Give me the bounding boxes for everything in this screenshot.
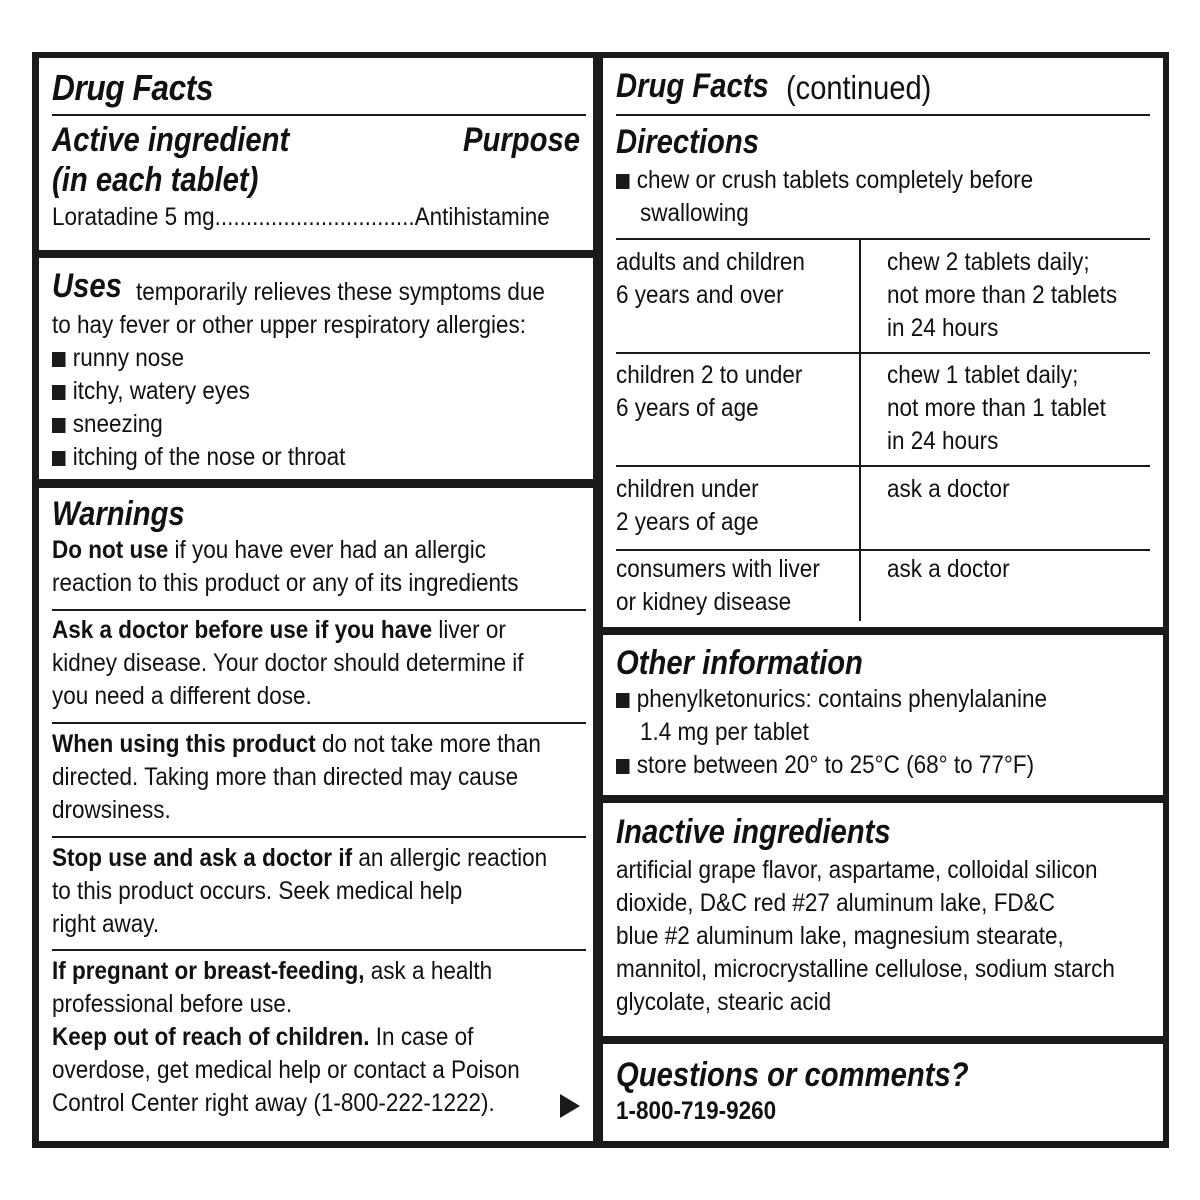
warnings-panel (39, 488, 593, 1141)
drug-facts-label (32, 52, 1169, 1148)
table-cell-dose: in 24 hours (887, 427, 999, 455)
other-information-heading: Other information (616, 644, 863, 682)
uses-panel (39, 258, 593, 479)
warning-text: right away. (52, 910, 160, 938)
other-info-line: store between 20° to 25°C (68° to 77°F) (616, 749, 1034, 782)
warning-ask-doctor: Ask a doctor before use if you have liver or (52, 616, 506, 644)
other-info-line: 1.4 mg per tablet (640, 718, 809, 746)
active-ingredient-heading: Active ingredient (52, 121, 290, 159)
warning-pregnant: If pregnant or breast-feeding, ask a health (52, 957, 493, 985)
warning-do-not-use: Do not use if you have ever had an allergic (52, 536, 486, 564)
questions-panel (603, 1044, 1163, 1141)
uses-item: runny nose (52, 342, 184, 375)
table-cell-age: adults and children (616, 248, 805, 276)
questions-heading: Questions or comments? (616, 1056, 969, 1094)
continue-arrow-icon (558, 1093, 582, 1119)
other-info-line: phenylketonurics: contains phenylalanine (616, 683, 1047, 716)
table-cell-dose: ask a doctor (887, 555, 1010, 583)
table-cell-age: 2 years of age (616, 508, 759, 536)
table-cell-dose: not more than 1 tablet (887, 394, 1106, 422)
table-cell-dose: not more than 2 tablets (887, 281, 1118, 309)
directions-panel (603, 58, 1163, 627)
continued-title: Drug Facts (616, 67, 769, 105)
table-cell-age: or kidney disease (616, 588, 792, 616)
warning-text: drowsiness. (52, 796, 171, 824)
uses-heading: Uses (52, 267, 122, 305)
warnings-heading: Warnings (52, 495, 185, 533)
warning-stop-use: Stop use and ask a doctor if an allergic reaction (52, 844, 548, 872)
directions-line: chew or crush tablets completely before (616, 164, 1033, 197)
warning-text: professional before use. (52, 990, 293, 1018)
table-cell-dose: in 24 hours (887, 314, 999, 342)
table-cell-age: children 2 to under (616, 361, 803, 389)
table-cell-dose: ask a doctor (887, 475, 1010, 503)
uses-intro-2: to hay fever or other upper respiratory allergies: (52, 311, 526, 339)
leader-dots: ................................ (214, 203, 415, 231)
ingredient-line (52, 201, 583, 234)
inactive-line: glycolate, stearic acid (616, 988, 832, 1016)
inactive-line: mannitol, microcrystalline cellulose, sodium starch (616, 955, 1115, 983)
panel-title: Drug Facts (52, 67, 214, 108)
warning-text: kidney disease. Your doctor should determine if (52, 649, 524, 677)
uses-item: sneezing (52, 408, 163, 441)
ingredient-name: Loratadine 5 mg (52, 203, 215, 231)
continued-suffix: (continued) (786, 69, 932, 106)
inactive-line: artificial grape flavor, aspartame, colloidal silicon (616, 856, 1098, 884)
inactive-line: dioxide, D&C red #27 aluminum lake, FD&C (616, 889, 1055, 917)
purpose-heading: Purpose (463, 121, 581, 159)
warning-text: directed. Taking more than directed may cause (52, 763, 519, 791)
inactive-ingredients-panel (603, 803, 1163, 1036)
ingredient-purpose: Antihistamine (414, 203, 550, 231)
uses-item: itchy, watery eyes (52, 375, 250, 408)
inactive-ingredients-heading: Inactive ingredients (616, 813, 891, 851)
warning-text: you need a different dose. (52, 682, 312, 710)
table-cell-age: 6 years and over (616, 281, 784, 309)
uses-intro-1: temporarily relieves these symptoms due (136, 278, 545, 306)
directions-heading: Directions (616, 123, 759, 161)
warning-text: Control Center right away (1-800-222-1222). (52, 1089, 495, 1117)
table-cell-age: children under (616, 475, 759, 503)
active-ingredient-subheading: (in each tablet) (52, 161, 259, 199)
table-cell-age: consumers with liver (616, 555, 820, 583)
warning-text: overdose, get medical help or contact a Poison (52, 1056, 520, 1084)
inactive-line: blue #2 aluminum lake, magnesium stearate, (616, 922, 1064, 950)
warning-keep-out: Keep out of reach of children. In case of (52, 1023, 474, 1051)
other-information-panel (603, 635, 1163, 795)
warning-when-using: When using this product do not take more than (52, 730, 541, 758)
directions-line: swallowing (640, 199, 749, 227)
phone-number: 1-800-719-9260 (616, 1097, 777, 1125)
warning-text: reaction to this product or any of its ingredients (52, 569, 519, 597)
table-cell-age: 6 years of age (616, 394, 759, 422)
warning-text: to this product occurs. Seek medical help (52, 877, 463, 905)
uses-item: itching of the nose or throat (52, 441, 345, 474)
active-ingredient-panel (39, 58, 593, 250)
table-cell-dose: chew 2 tablets daily; (887, 248, 1090, 276)
table-cell-dose: chew 1 tablet daily; (887, 361, 1079, 389)
